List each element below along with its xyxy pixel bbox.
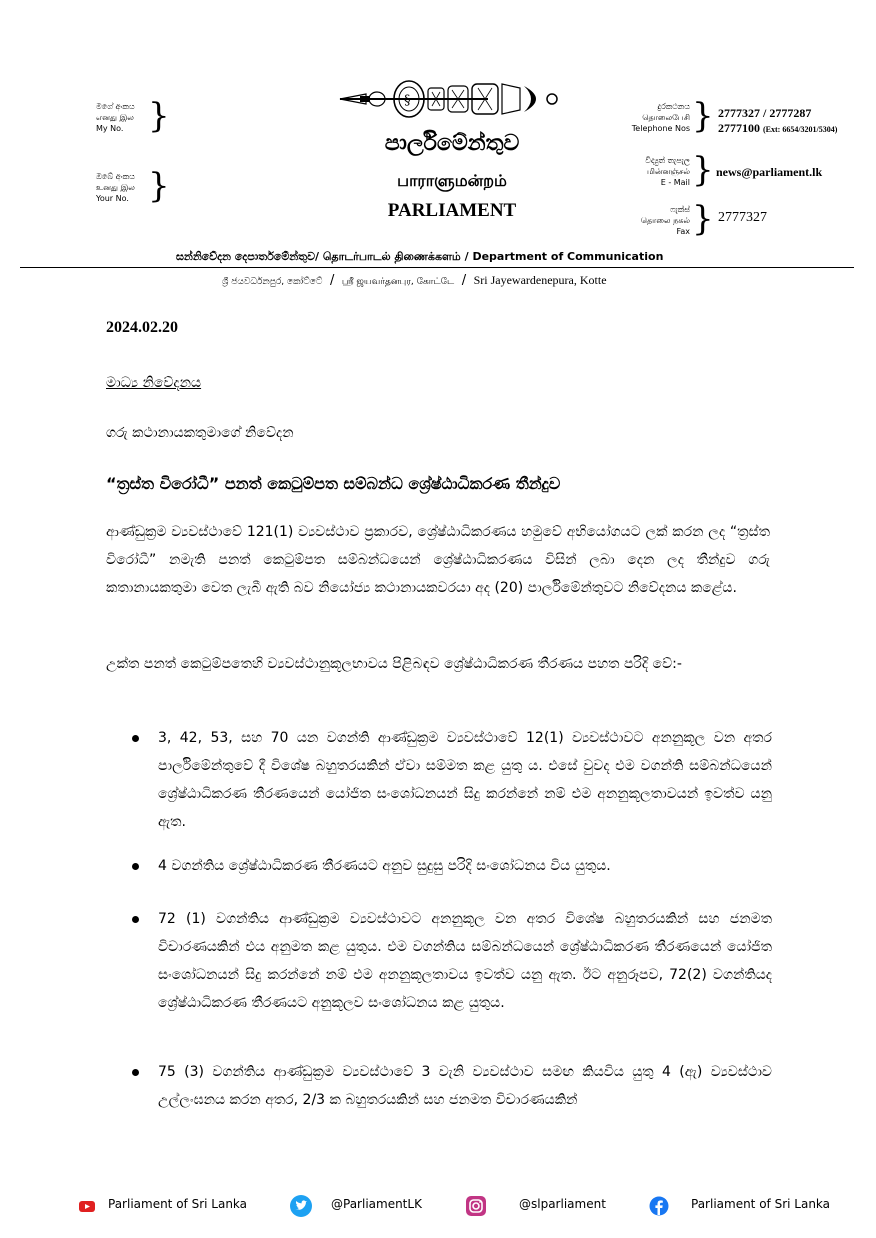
- email-label: විද්‍යුත් තැපැල மின்னஞ்சல் E - Mail: [645, 156, 690, 187]
- department-line: සන්නිවේදන දෙපාර්තමේන්තුව/ தொடர்பாடல் திணைக்களம் / Department of Communication: [176, 250, 664, 263]
- email-brace: }: [692, 150, 714, 190]
- title-sinhala: පාර්ලිමේන්තුව: [384, 131, 520, 156]
- bullet-dot: [132, 916, 139, 923]
- email-address[interactable]: news@parliament.lk: [716, 165, 823, 179]
- bullet-item: 75 (3) වගන්තිය ආණ්ඩුක්‍රම ව්‍යවස්ථාවේ 3 වැනි ව්‍යවස්ථාව සමඟ කියවිය යුතු 4 (ඇ) ව්‍යවස්ථාව උල්ලංඝනය කරන අතර, 2/3 ක බහුතරයකින් සහ ජනමත විචාරණයකින්: [158, 1064, 772, 1108]
- fax-label: ෆැක්ස් தொலை நகல் Fax: [640, 205, 690, 236]
- bullet-dot: [132, 1069, 139, 1076]
- svg-text:§: §: [404, 93, 411, 108]
- my-no-brace: }: [148, 96, 170, 136]
- bullet-dot: [132, 863, 139, 870]
- fax-number: 2777327: [718, 210, 767, 225]
- parliament-mace-emblem: [338, 78, 560, 120]
- telephone-brace: }: [692, 96, 714, 136]
- bullet-dot: [132, 735, 139, 742]
- youtube-icon[interactable]: [78, 1197, 96, 1215]
- paragraph-1: ආණ්ඩුක්‍රම ව්‍යවස්ථාවේ 121(1) ව්‍යවස්ථාව ප්‍රකාරව, ශ්‍රේෂ්ඨාධිකරණය හමුවේ අභියෝගයට ලක් කරන ලද “ත්‍රස්ත විරෝධී” නමැති පනත් කෙටුම්පත සම්බන්ධයෙන් ශ්‍රේෂ්ඨාධිකරණය විසින් ලබා දෙන ලද තීන්දුව ගරු කතානායකතුමා වෙත ලැබී ඇති බව නියෝජ්‍ය කථානායකවරයා අද (20) පාර්ලිමේන්තුවට නිවේදනය කළේය.: [106, 524, 770, 596]
- header-divider: [20, 267, 854, 268]
- instagram-link[interactable]: @slparliament: [519, 1197, 606, 1211]
- my-no-label: මගේ අංකය எனது இல My No.: [96, 102, 135, 133]
- title-tamil: பாராளுமன்றம்: [397, 171, 507, 190]
- twitter-link[interactable]: @ParliamentLK: [331, 1197, 422, 1211]
- telephone-label: දුරකථනය தொலைபேசி Telephone Nos: [631, 102, 690, 133]
- twitter-icon[interactable]: [289, 1194, 313, 1218]
- your-no-brace: }: [148, 166, 170, 206]
- bullet-item: 3, 42, 53, සහ 70 යන වගන්ති ආණ්ඩුක්‍රම ව්‍යවස්ථාවේ 12(1) ව්‍යවස්ථාවට අනනුකූල වන අතර පාර්ලිමේන්තුවේ දී විශේෂ බහුතරයකින් ඒවා සම්මත කළ යුතු ය. එසේ වුවද එම වගන්ති සම්බන්ධයෙන් ශ්‍රේෂ්ඨාධිකරණ තීරණයෙන් යෝජිත සංශෝධනයන් සිදු කරන්නේ නම් එම අනනුකූලතාවයන් ඉවත්ව යනු ඇත.: [158, 730, 772, 830]
- speaker-announcement-subheading: ගරු කථානායකතුමාගේ නිවේදන: [106, 425, 294, 441]
- fax-brace: }: [692, 199, 714, 239]
- facebook-link[interactable]: Parliament of Sri Lanka: [691, 1197, 831, 1211]
- paragraph-2: උක්ත පනත් කෙටුම්පතෙහි ව්‍යවස්ථානුකූලභාවය පිළිබඳව ශ්‍රේෂ්ඨාධිකරණ තීරණය පහත පරිදි වේ:-: [106, 656, 682, 672]
- instagram-icon[interactable]: [465, 1195, 487, 1217]
- title-english: PARLIAMENT: [387, 200, 517, 221]
- release-title: “ත්‍රස්ත විරෝධී” පනත් කෙටුම්පත සම්බන්ධ ශ්‍රේෂ්ඨාධිකරණ තීන්දුව: [106, 474, 561, 493]
- facebook-icon[interactable]: [649, 1196, 669, 1216]
- telephone-numbers: 2777327 / 2777287 2777100 (Ext: 6654/3201/5304): [718, 106, 838, 135]
- address-line: ශ්‍රී ජයවර්ධනපුර, කෝට්ටේ / ஸ்ரீ ஜயவர்தனபுர, கோட்டே / Sri Jayewardenepura, Kotte: [222, 273, 607, 288]
- release-date: 2024.02.20: [106, 319, 178, 336]
- bullet-item: 4 වගන්තිය ශ්‍රේෂ්ඨාධිකරණ තීරණයට අනුව සුදුසු පරිදි සංශෝධනය විය යුතුය.: [158, 858, 611, 874]
- youtube-link[interactable]: Parliament of Sri Lanka: [108, 1197, 248, 1211]
- media-release-heading: මාධ්‍ය නිවේදනය: [106, 375, 202, 391]
- your-no-label: ඔබේ අංකය உனது இல Your No.: [96, 172, 135, 203]
- bullet-item: 72 (1) වගන්තිය ආණ්ඩුක්‍රම ව්‍යවස්ථාවට අනනුකූල වන අතර විශේෂ බහුතරයකින් සහ ජනමත විචාරණයකින් එය අනුමත කළ යුතුය. එම වගන්තිය සම්බන්ධයෙන් ශ්‍රේෂ්ඨාධිකරණ තීරණයෙන් යෝජිත සංශෝධනයන් සිදු කරන්නේ නම් එම අනනුකූලතාවය ඉවත්ව යනු ඇත. ඊට අනුරූපව, 72(2) වගන්තියද ශ්‍රේෂ්ඨාධිකරණ තීරණයට අනුකූලව සංශෝධනය කළ යුතුය.: [158, 911, 772, 1011]
